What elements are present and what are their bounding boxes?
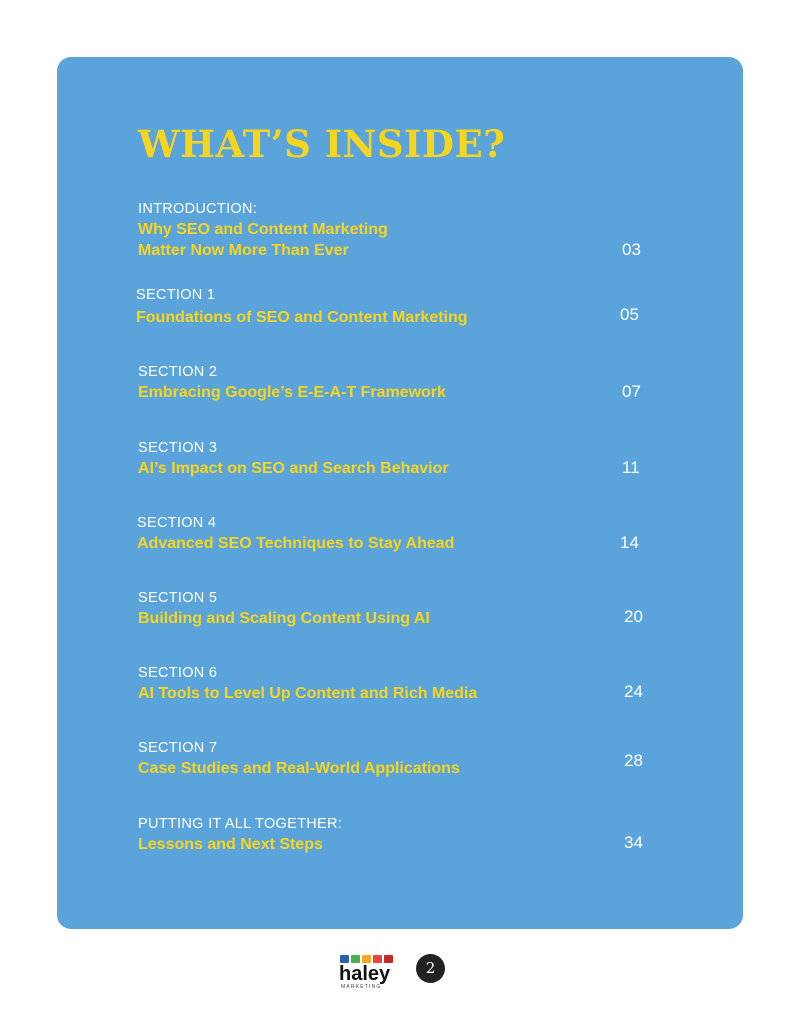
toc-heading-line-1: Why SEO and Content Marketing [138,221,388,238]
page-number-badge: 2 [416,954,445,983]
logo-square-orange [362,955,371,963]
toc-heading: Case Studies and Real-World Applications [138,760,460,777]
toc-panel [57,57,743,929]
logo-square-blue [340,955,349,963]
page-title: WHAT’S INSIDE? [138,122,506,166]
toc-page-number: 11 [622,458,640,477]
logo-subtext: MARKETING [341,984,382,990]
logo-square-red [373,955,382,963]
toc-heading: Lessons and Next Steps [138,836,323,853]
toc-entry-section-5[interactable] [138,588,658,629]
toc-page-number: 03 [622,240,641,259]
toc-heading: Advanced SEO Techniques to Stay Ahead [137,535,455,552]
toc-entry-section-6[interactable] [138,663,658,704]
toc-label: SECTION 1 [136,287,216,303]
toc-heading: AI Tools to Level Up Content and Rich Media [138,685,478,702]
toc-label: INTRODUCTION: [138,201,258,217]
toc-entry-section-7[interactable] [138,738,658,779]
toc-heading: Foundations of SEO and Content Marketing [136,309,468,326]
toc-entry-section-3[interactable] [138,438,658,479]
haley-marketing-logo [338,954,400,990]
toc-entry-conclusion[interactable] [138,814,658,855]
toc-label: SECTION 7 [138,740,218,756]
toc-label: SECTION 6 [138,665,218,681]
toc-label: SECTION 5 [138,590,218,606]
toc-entry-introduction[interactable] [138,199,658,261]
toc-page-number: 28 [624,751,643,770]
toc-entry-section-1[interactable] [136,285,656,328]
logo-wordmark: haley [339,963,391,985]
toc-label: PUTTING IT ALL TOGETHER: [138,816,343,832]
toc-page-number: 34 [624,833,643,852]
toc-label: SECTION 2 [138,364,218,380]
toc-heading: AI’s Impact on SEO and Search Behavior [138,460,449,477]
toc-label: SECTION 3 [138,440,218,456]
toc-page-number: 14 [620,533,639,552]
toc-heading: Building and Scaling Content Using AI [138,610,430,627]
toc-page-number: 05 [620,305,639,324]
toc-page-number: 20 [624,607,643,626]
logo-square-darkred [384,955,393,963]
toc-entry-section-2[interactable] [138,362,658,403]
toc-heading: Embracing Google’s E-E-A-T Framework [138,384,446,401]
toc-entry-section-4[interactable] [137,513,657,554]
toc-label: SECTION 4 [137,515,217,531]
toc-page-number: 24 [624,682,643,701]
toc-page-number: 07 [622,382,641,401]
logo-square-green [351,955,360,963]
toc-heading-line-2: Matter Now More Than Ever [138,242,349,259]
